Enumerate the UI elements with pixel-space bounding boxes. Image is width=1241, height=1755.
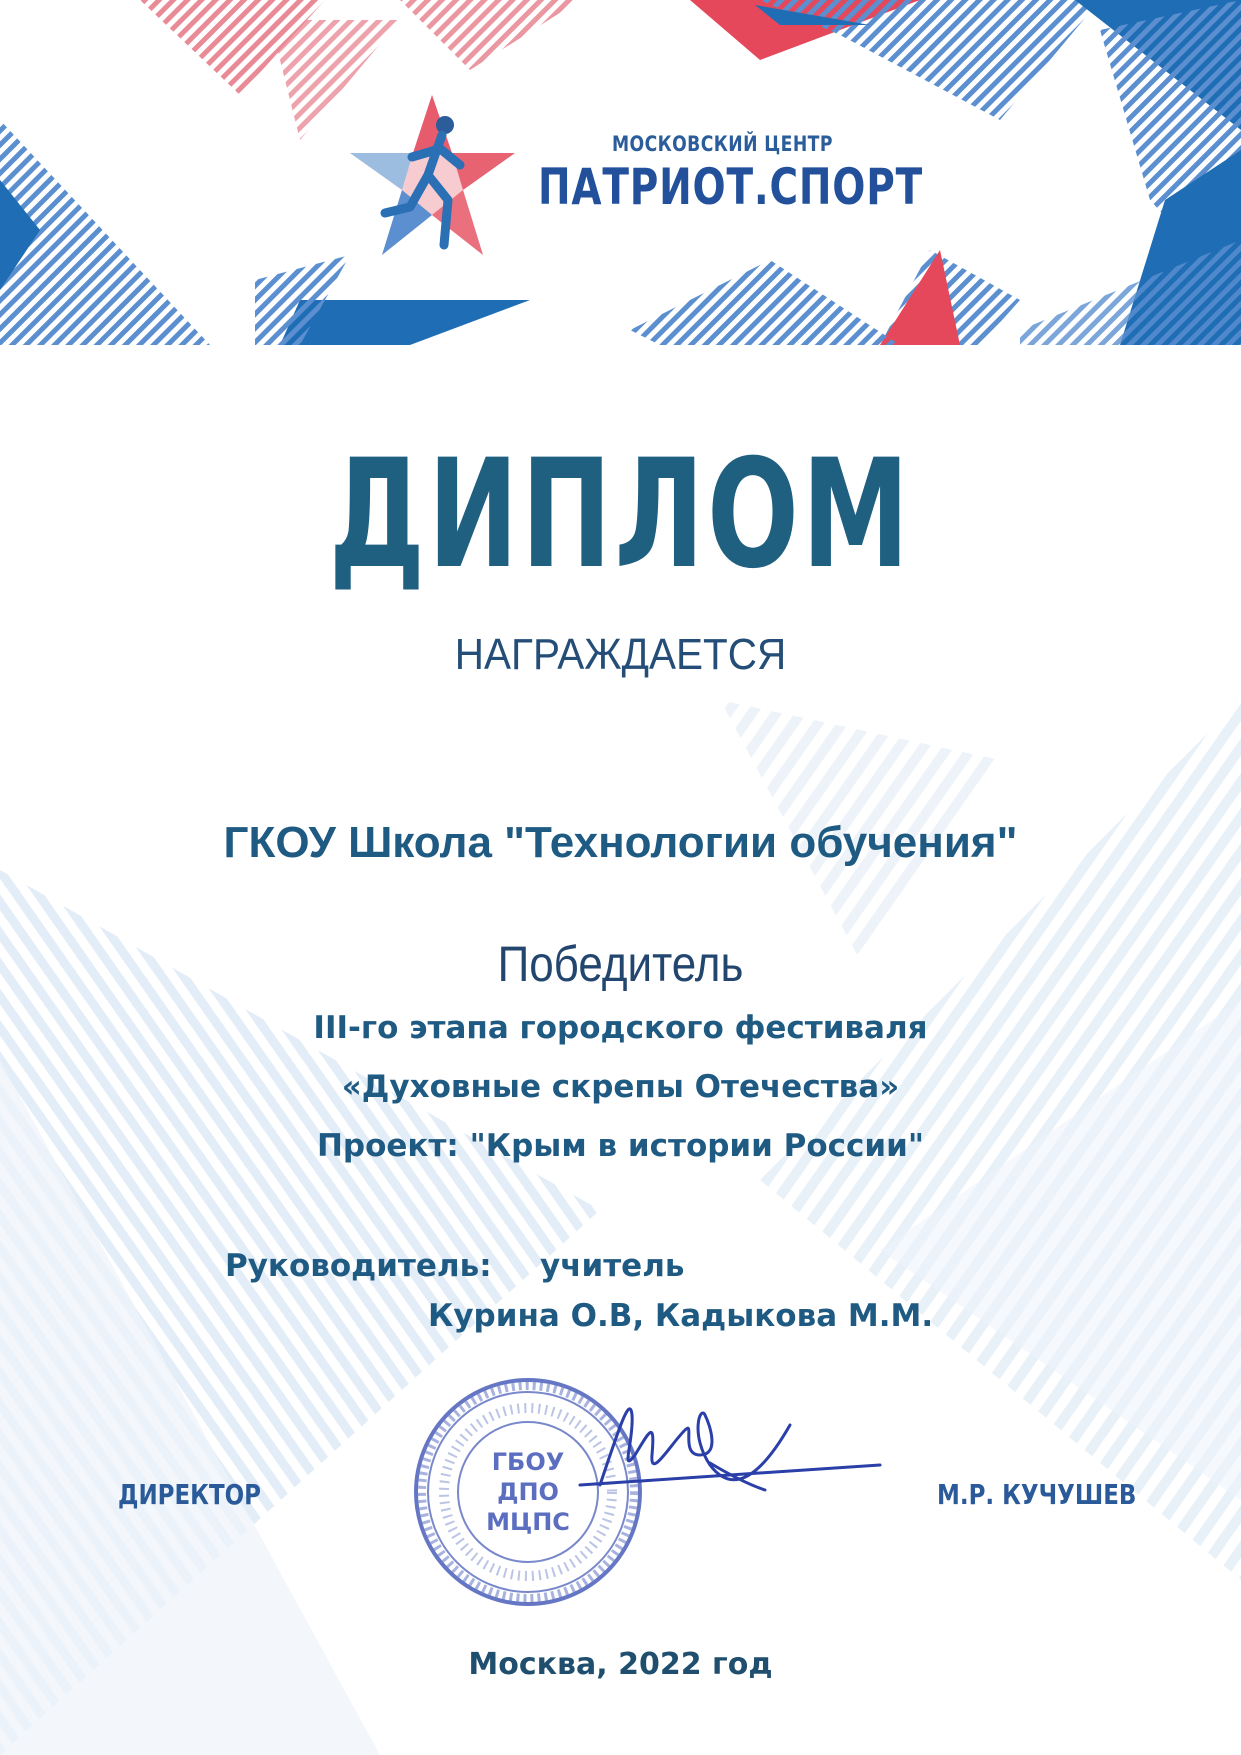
director-name: М.Р. КУЧУШЕВ — [937, 1478, 1137, 1511]
diploma-title: ДИПЛОМ — [328, 428, 913, 602]
city-year: Москва, 2022 год — [468, 1647, 773, 1682]
director-signature — [560, 1385, 890, 1515]
stamp-line-2: ДПО — [497, 1478, 559, 1506]
leader-label: Руководитель: — [225, 1248, 492, 1284]
leader-role: учитель — [540, 1248, 685, 1284]
stamp-line-1: ГБОУ — [491, 1448, 565, 1476]
award-status: Победитель — [497, 936, 744, 992]
recipient-name: ГКОУ Школа "Технологии обучения" — [223, 818, 1018, 867]
project-title: Проект: "Крым в истории России" — [316, 1128, 925, 1164]
festival-stage: III-го этапа городского фестиваля — [313, 1010, 928, 1046]
leader-names: Курина О.В, Кадыкова М.М. — [428, 1298, 934, 1334]
festival-name: «Духовные скрепы Отечества» — [341, 1069, 900, 1105]
runner-star-icon — [350, 95, 515, 265]
director-label: ДИРЕКТОР — [118, 1478, 261, 1511]
logo-subtitle: МОСКОВСКИЙ ЦЕНТР — [612, 132, 833, 156]
logo-name: ПАТРИОТ.СПОРТ — [538, 158, 923, 216]
stamp-line-3: МЦПС — [486, 1508, 570, 1536]
awarded-label: НАГРАЖДАЕТСЯ — [454, 630, 787, 679]
